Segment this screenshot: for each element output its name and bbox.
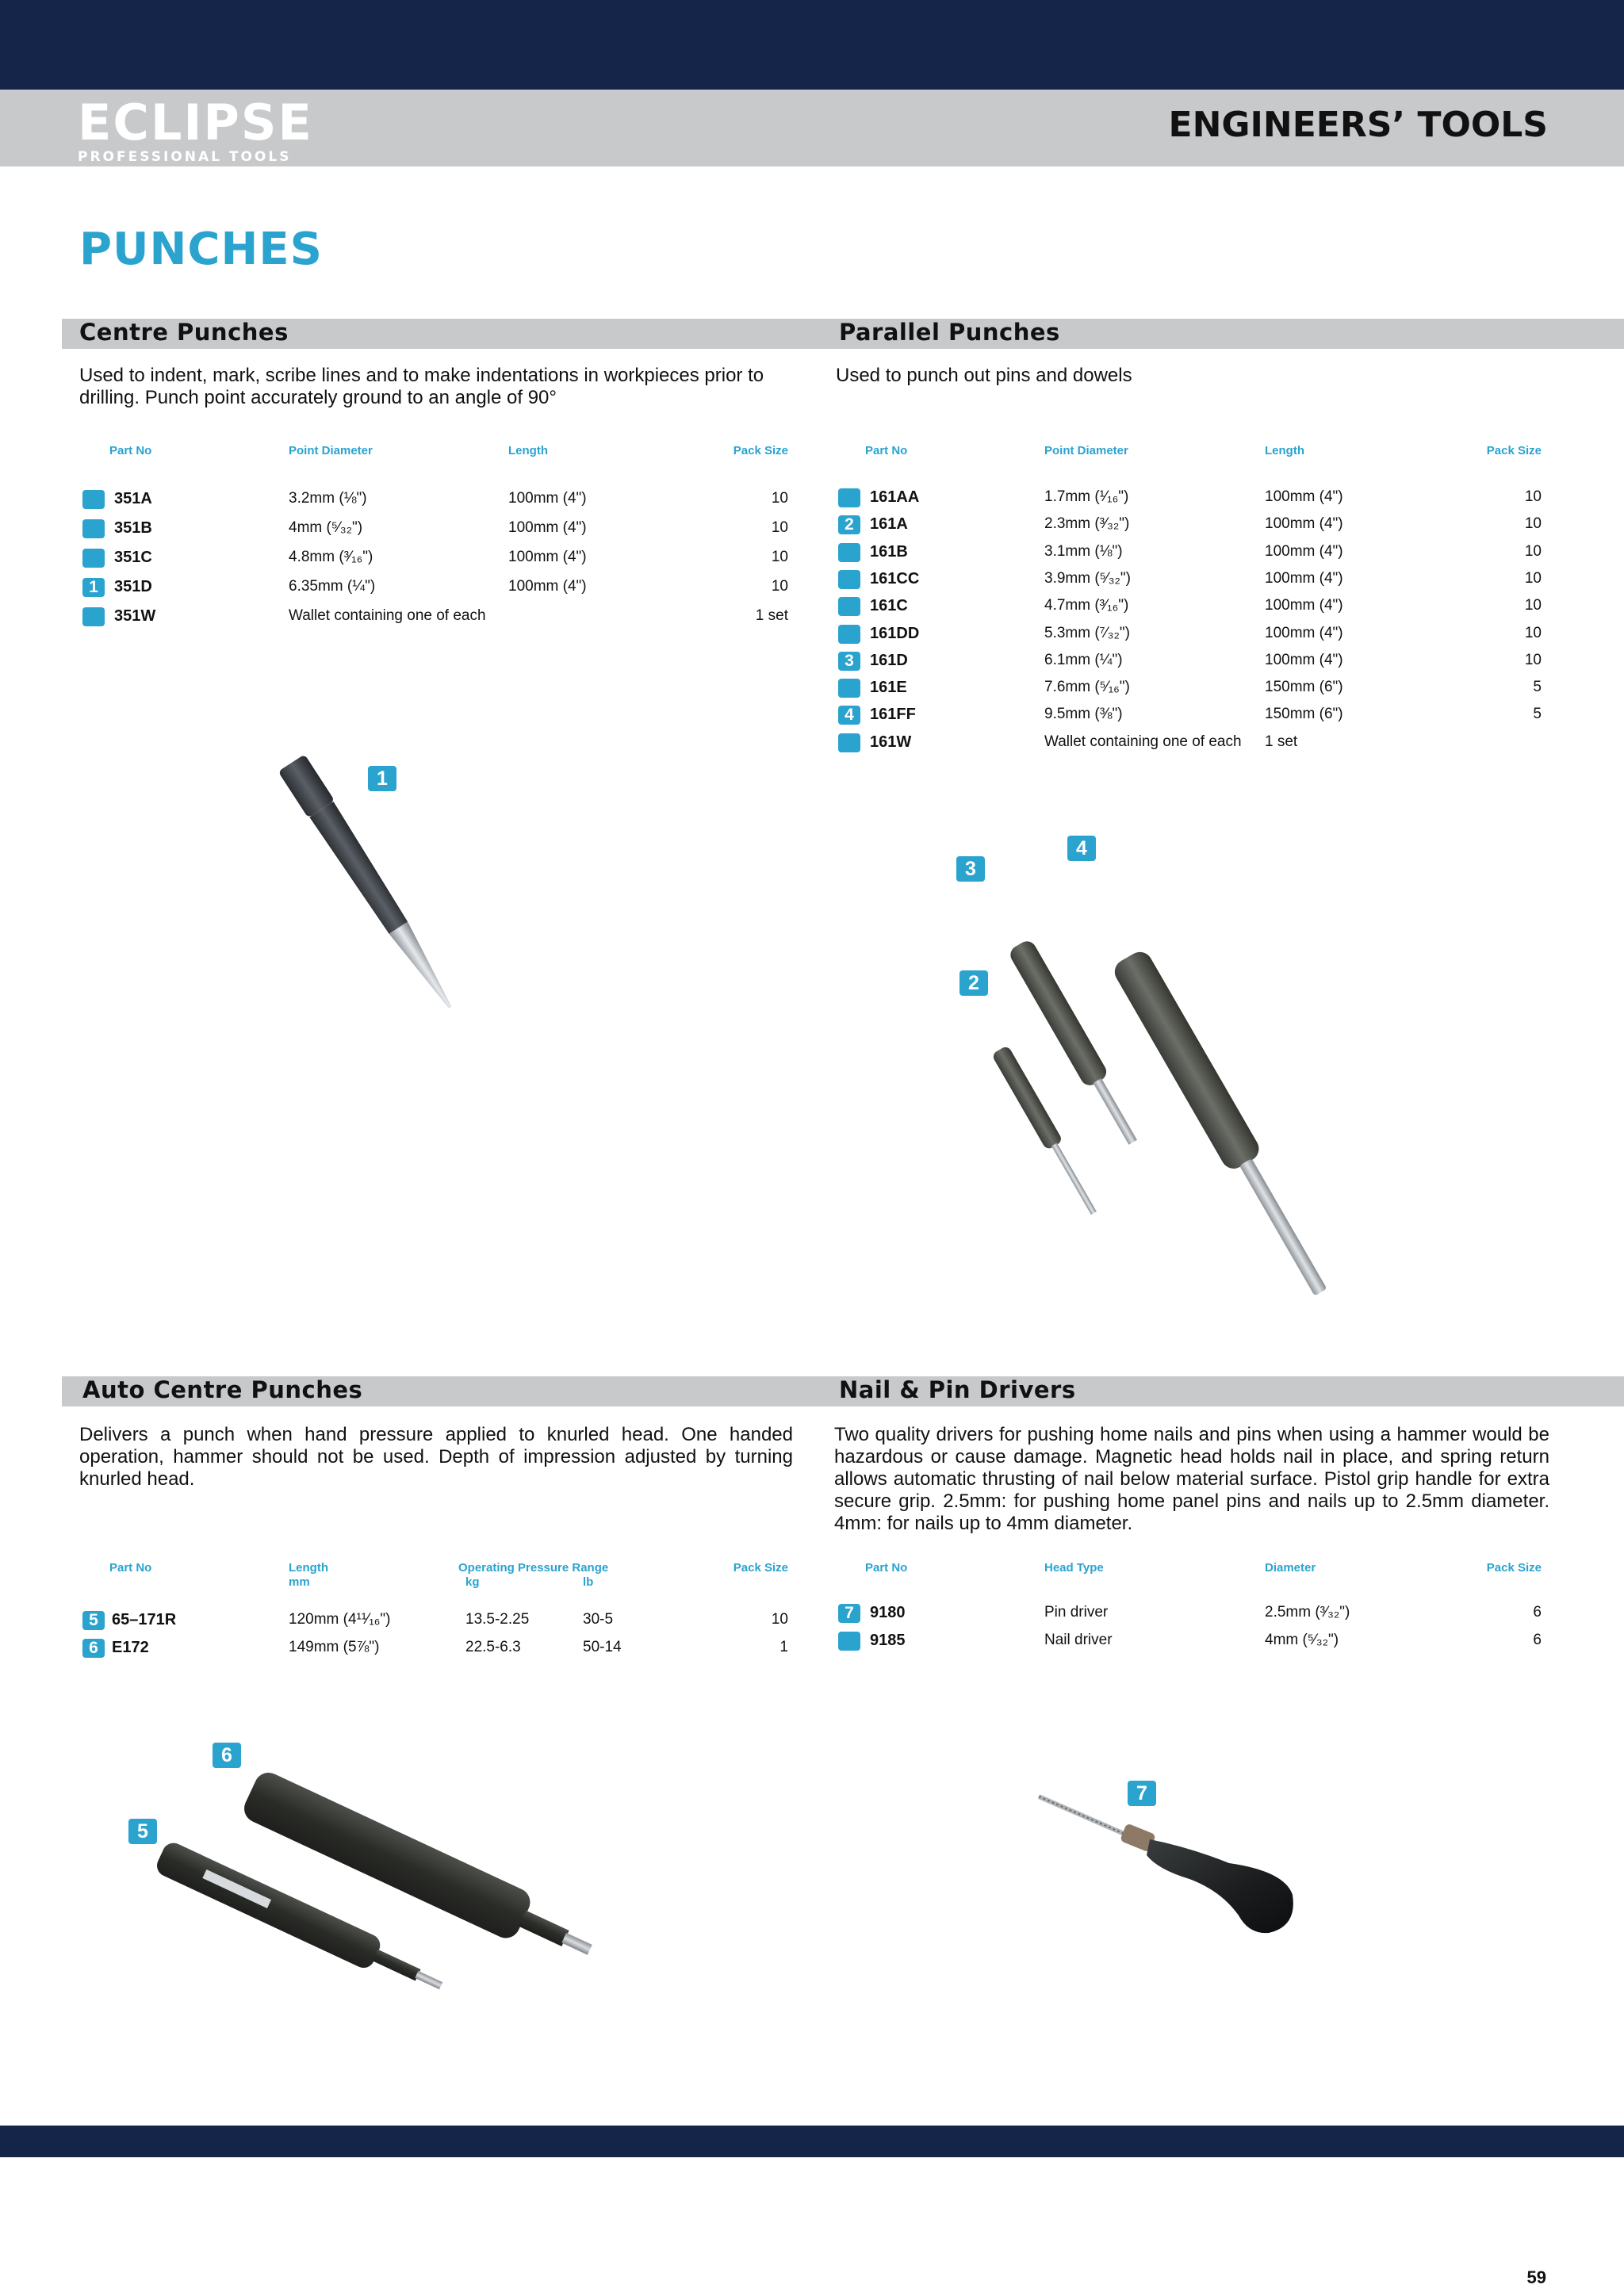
nail-col-pack: Pack Size	[1486, 1561, 1542, 1575]
length: 149mm (5⅞")	[289, 1639, 380, 1655]
parallel-table-row	[0, 594, 1624, 621]
callout-2: 2	[959, 970, 988, 996]
pressure-lb: 30-5	[583, 1611, 614, 1628]
part-number: 161FF	[870, 706, 916, 724]
part-number: 161A	[870, 515, 908, 534]
nail-col-head: Head Type	[1044, 1561, 1104, 1575]
point-diameter: 3.2mm (⅛")	[289, 490, 367, 507]
length: 100mm (4")	[1265, 515, 1343, 533]
pack-size: 10	[1524, 597, 1542, 614]
length: 150mm (6")	[1265, 679, 1343, 696]
pack-size: 10	[1524, 651, 1542, 668]
auto-description: Delivers a punch when hand pressure applied to knurled head. One handed operation, hammer should not be used. Depth of impression adjusted by turning knurled head.	[79, 1424, 793, 1490]
item-number-badge: 3	[838, 652, 860, 671]
length: 100mm (4")	[1265, 569, 1343, 587]
callout-3: 3	[956, 856, 985, 882]
pack-size: 10	[771, 519, 788, 536]
length: 100mm (4")	[508, 549, 587, 565]
auto-col-length-unit: mm	[289, 1575, 310, 1589]
callout-4: 4	[1067, 836, 1096, 861]
length: 100mm (4")	[508, 578, 587, 595]
parallel-table-row	[0, 675, 1624, 702]
item-number-badge: 5	[82, 1611, 105, 1630]
auto-col-pressure: Operating Pressure Range	[458, 1561, 609, 1575]
point-diameter: Wallet containing one of each	[1044, 733, 1242, 750]
part-number: 9180	[870, 1604, 906, 1621]
auto-col-lb: lb	[583, 1575, 594, 1589]
pack-size: 1	[779, 1639, 788, 1655]
part-number: 351W	[114, 607, 156, 625]
point-diameter: 2.3mm (³⁄₃₂")	[1044, 515, 1130, 533]
bottom-band	[0, 2126, 1624, 2157]
part-number: 351B	[114, 519, 152, 537]
auto-section-title: Auto Centre Punches	[82, 1376, 363, 1403]
pack-size: 10	[1524, 488, 1542, 505]
part-number: 161D	[870, 651, 908, 669]
pack-size: 10	[771, 549, 788, 565]
part-number: 161B	[870, 542, 908, 561]
diameter: 4mm (⁵⁄₃₂")	[1265, 1632, 1339, 1648]
brand-name: ECLIPSE	[78, 94, 313, 151]
callout-5: 5	[128, 1819, 157, 1844]
point-diameter: 4mm (⁵⁄₃₂")	[289, 519, 363, 536]
point-diameter: 4.8mm (³⁄₁₆")	[289, 549, 373, 565]
part-number: 351D	[114, 578, 152, 595]
parallel-table-row	[0, 540, 1624, 567]
pack-size: 10	[1524, 624, 1542, 641]
parallel-table-row	[0, 622, 1624, 649]
pack-size: 1 set	[755, 607, 788, 624]
length: 100mm (4")	[1265, 488, 1343, 505]
centre-punch-image	[270, 753, 587, 1118]
point-diameter: Wallet containing one of each	[289, 607, 486, 624]
parallel-table-row	[0, 702, 1624, 729]
pack-size: 10	[1524, 569, 1542, 587]
length: 100mm (4")	[508, 490, 587, 507]
point-diameter: 3.1mm (⅛")	[1044, 542, 1123, 560]
pack-size: 10	[1524, 542, 1542, 560]
item-number-badge: 1	[82, 578, 105, 597]
part-number: 9185	[870, 1632, 906, 1649]
length: 100mm (4")	[1265, 651, 1343, 668]
part-number: 161W	[870, 733, 912, 751]
part-number: 161E	[870, 679, 907, 697]
part-number: 161DD	[870, 624, 920, 642]
item-number-badge	[838, 488, 860, 507]
item-number-badge: 4	[838, 706, 860, 725]
centre-col-diameter: Point Diameter	[289, 444, 373, 457]
brand-subtitle: PROFESSIONAL TOOLS	[78, 149, 292, 165]
nail-section-title: Nail & Pin Drivers	[839, 1376, 1076, 1403]
item-number-badge: 6	[82, 1639, 105, 1658]
pack-size: 10	[771, 1611, 788, 1628]
centre-col-part: Part No	[109, 444, 152, 457]
part-number: 65–171R	[112, 1611, 177, 1628]
diameter: 2.5mm (³⁄₃₂")	[1265, 1604, 1350, 1621]
length: 150mm (6")	[1265, 706, 1343, 723]
parallel-col-diameter: Point Diameter	[1044, 444, 1128, 457]
nail-description: Two quality drivers for pushing home nails and pins when using a hammer would be hazardous or cause damage. Magnetic head holds nail in place, and spring return allows automatic thrusting of nail below material surface. Pistol grip handle for extra secure grip. 2.5mm: for pushing home panel pins and nails up to 2.5mm diameter. 4mm: for nails up to 4mm diameter.	[834, 1424, 1549, 1534]
pack-size: 6	[1533, 1604, 1542, 1621]
point-diameter: 1.7mm (¹⁄₁₆")	[1044, 488, 1129, 505]
pressure-kg: 22.5-6.3	[465, 1639, 521, 1655]
length: 100mm (4")	[1265, 542, 1343, 560]
head-type: Pin driver	[1044, 1604, 1109, 1621]
centre-description: Used to indent, mark, scribe lines and to make indentations in workpieces prior to drilling. Punch point accurately ground to an angle of 90°	[79, 365, 764, 408]
parallel-section-title: Parallel Punches	[839, 319, 1060, 346]
page-title: PUNCHES	[79, 224, 323, 275]
centre-section-title: Centre Punches	[79, 319, 289, 346]
nail-table-row	[0, 1628, 1624, 1655]
point-diameter: 9.5mm (⅜")	[1044, 706, 1123, 723]
parallel-table-row	[0, 649, 1624, 675]
nail-driver-image	[1031, 1776, 1316, 1974]
item-number-badge	[838, 597, 860, 616]
nail-col-diameter: Diameter	[1265, 1561, 1316, 1575]
auto-col-pack: Pack Size	[733, 1561, 788, 1575]
section-title: ENGINEERS’ TOOLS	[1168, 105, 1548, 145]
part-number: 161C	[870, 597, 908, 615]
parallel-table-row	[0, 730, 1624, 757]
item-number-badge	[838, 733, 860, 752]
item-number-badge: 7	[838, 1604, 860, 1623]
callout-7: 7	[1128, 1781, 1156, 1806]
parallel-table-row	[0, 512, 1624, 539]
auto-col-length: Length	[289, 1561, 328, 1575]
parallel-col-length: Length	[1265, 444, 1304, 457]
parallel-table-row	[0, 485, 1624, 512]
item-number-badge	[838, 1632, 860, 1651]
parallel-table-row	[0, 567, 1624, 594]
point-diameter: 4.7mm (³⁄₁₆")	[1044, 597, 1129, 614]
page-number: 59	[1526, 2267, 1546, 2287]
item-number-badge	[838, 570, 860, 589]
length: 1 set	[1265, 733, 1298, 750]
pack-size: 10	[771, 490, 788, 507]
callout-1: 1	[368, 766, 396, 791]
pack-size: 5	[1533, 679, 1542, 696]
point-diameter: 5.3mm (⁷⁄₃₂")	[1044, 624, 1130, 641]
callout-6: 6	[213, 1743, 241, 1768]
centre-col-pack: Pack Size	[733, 444, 788, 457]
item-number-badge	[838, 679, 860, 698]
length: 120mm (4¹¹⁄₁₆")	[289, 1611, 391, 1628]
pack-size: 5	[1533, 706, 1542, 723]
parallel-col-pack: Pack Size	[1486, 444, 1542, 457]
head-type: Nail driver	[1044, 1632, 1113, 1648]
pack-size: 10	[1524, 515, 1542, 533]
length: 100mm (4")	[508, 519, 587, 536]
point-diameter: 6.1mm (¼")	[1044, 651, 1123, 668]
part-number: E172	[112, 1639, 149, 1656]
centre-col-length: Length	[508, 444, 548, 457]
part-number: 351C	[114, 549, 152, 566]
auto-punches-image	[151, 1736, 722, 2053]
pressure-kg: 13.5-2.25	[465, 1611, 530, 1628]
item-number-badge	[838, 625, 860, 644]
part-number: 351A	[114, 490, 152, 507]
length: 100mm (4")	[1265, 597, 1343, 614]
pack-size: 6	[1533, 1632, 1542, 1648]
auto-col-kg: kg	[465, 1575, 480, 1589]
point-diameter: 3.9mm (⁵⁄₃₂")	[1044, 569, 1131, 587]
auto-col-part: Part No	[109, 1561, 152, 1575]
part-number: 161AA	[870, 488, 920, 506]
brand-logo	[78, 94, 313, 165]
item-number-badge: 2	[838, 515, 860, 534]
point-diameter: 7.6mm (⁵⁄₁₆")	[1044, 679, 1130, 696]
nail-col-part: Part No	[865, 1561, 908, 1575]
pack-size: 10	[771, 578, 788, 595]
item-number-badge	[838, 543, 860, 562]
nail-table-row	[0, 1601, 1624, 1628]
part-number: 161CC	[870, 569, 920, 587]
pressure-lb: 50-14	[583, 1639, 622, 1655]
length: 100mm (4")	[1265, 624, 1343, 641]
parallel-description: Used to punch out pins and dowels	[836, 365, 1132, 386]
point-diameter: 6.35mm (¼")	[289, 578, 376, 595]
parallel-col-part: Part No	[865, 444, 908, 457]
parallel-punches-image	[975, 864, 1467, 1356]
top-band	[0, 0, 1624, 90]
